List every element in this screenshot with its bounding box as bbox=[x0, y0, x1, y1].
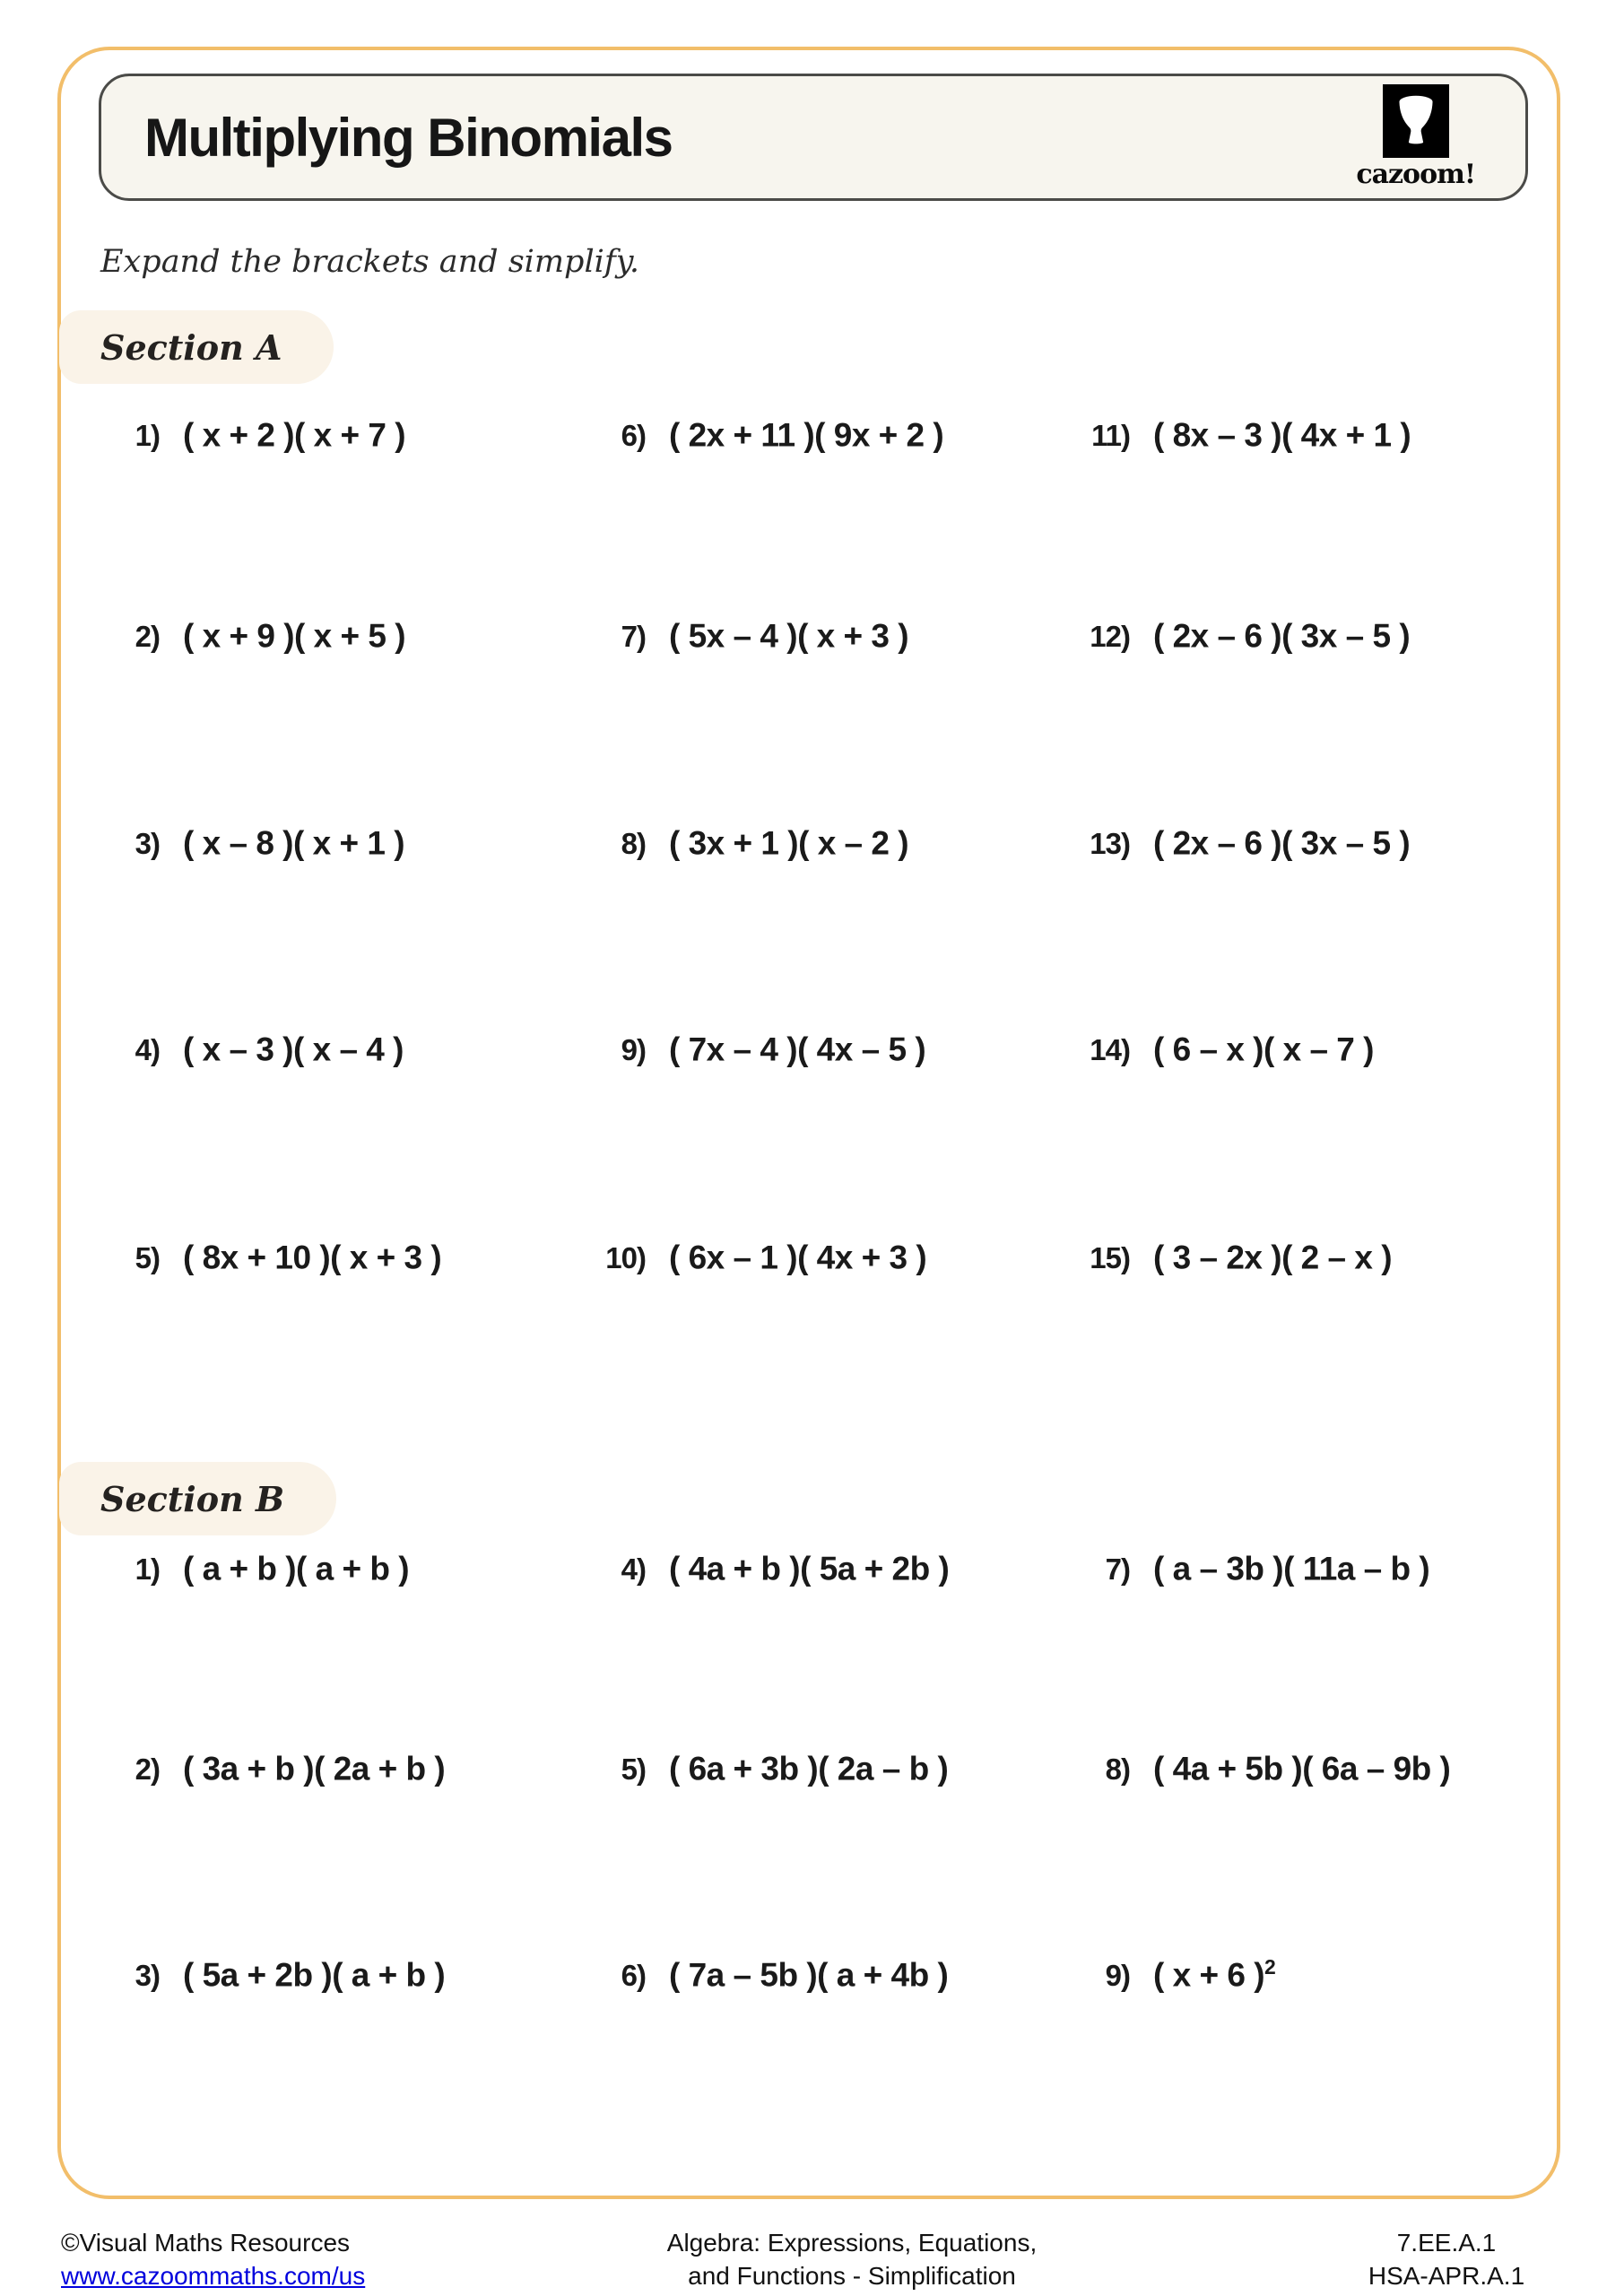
problem-number: 4) bbox=[135, 1033, 160, 1067]
problem-a11 bbox=[1067, 415, 1411, 454]
problem-expression: ( x + 9 )( x + 5 ) bbox=[183, 617, 406, 655]
problem-a15 bbox=[1067, 1238, 1392, 1276]
problem-expression: ( x + 2 )( x + 7 ) bbox=[183, 416, 406, 454]
problem-expression: ( x – 3 )( x – 4 ) bbox=[183, 1031, 404, 1068]
problem-a8 bbox=[583, 823, 908, 862]
problem-b4 bbox=[583, 1549, 949, 1587]
problem-expression: ( 7x – 4 )( 4x – 5 ) bbox=[669, 1031, 926, 1068]
problem-expression: ( 4a + b )( 5a + 2b ) bbox=[669, 1550, 950, 1587]
drum-icon bbox=[1383, 84, 1449, 158]
footer-category bbox=[592, 2226, 1112, 2292]
problem-number: 1) bbox=[135, 1552, 160, 1587]
footer-left bbox=[61, 2226, 365, 2292]
problem-number: 6) bbox=[621, 1959, 646, 1993]
category-line2: and Functions - Simplification bbox=[688, 2262, 1016, 2290]
problem-expression: ( 3a + b )( 2a + b ) bbox=[183, 1750, 446, 1787]
problem-number: 2) bbox=[135, 1752, 160, 1787]
problem-number: 8) bbox=[621, 827, 646, 861]
problem-a4 bbox=[97, 1030, 404, 1068]
problem-number: 12) bbox=[1090, 620, 1130, 654]
problem-a14 bbox=[1067, 1030, 1374, 1068]
title-banner bbox=[99, 74, 1528, 201]
section-b-title: Section B bbox=[100, 1478, 285, 1519]
problem-number: 7) bbox=[1105, 1552, 1130, 1587]
problem-b9 bbox=[1067, 1955, 1275, 1994]
problem-number: 15) bbox=[1090, 1241, 1130, 1275]
problem-number: 6) bbox=[621, 419, 646, 453]
section-a-label bbox=[59, 310, 334, 384]
problem-a7 bbox=[583, 616, 908, 655]
problem-number: 2) bbox=[135, 620, 160, 654]
problem-number: 14) bbox=[1090, 1033, 1130, 1067]
problem-number: 9) bbox=[621, 1033, 646, 1067]
problem-b7 bbox=[1067, 1549, 1429, 1587]
worksheet-title: Multiplying Binomials bbox=[144, 107, 673, 168]
problem-expression: ( x – 8 )( x + 1 ) bbox=[183, 824, 405, 862]
logo-wordmark: cazoom! bbox=[1356, 159, 1475, 190]
problem-expression: ( 6a + 3b )( 2a – b ) bbox=[669, 1750, 949, 1787]
problem-number: 4) bbox=[621, 1552, 646, 1587]
problem-expression: ( 2x – 6 )( 3x – 5 ) bbox=[1153, 824, 1411, 862]
cazoom-logo bbox=[1356, 84, 1475, 190]
problem-expression: ( x + 6 )$^2$ bbox=[1153, 1955, 1276, 1994]
problem-expression: ( 3 – 2x )( 2 – x ) bbox=[1153, 1239, 1393, 1276]
problem-a10 bbox=[583, 1238, 926, 1276]
problem-number: 5) bbox=[621, 1752, 646, 1787]
problem-expression: ( a – 3b )( 11a – b ) bbox=[1153, 1550, 1430, 1587]
problem-a13 bbox=[1067, 823, 1410, 862]
section-b-label bbox=[59, 1462, 336, 1535]
problem-number: 8) bbox=[1105, 1752, 1130, 1787]
problem-number: 13) bbox=[1090, 827, 1130, 861]
problem-a12 bbox=[1067, 616, 1410, 655]
standard-code-1: 7.EE.A.1 bbox=[1396, 2229, 1497, 2257]
problem-b6 bbox=[583, 1955, 948, 1994]
problem-expression: ( 4a + 5b )( 6a – 9b ) bbox=[1153, 1750, 1451, 1787]
problem-number: 9) bbox=[1105, 1959, 1130, 1993]
copyright-text: ©Visual Maths Resources bbox=[61, 2229, 351, 2257]
problem-a1 bbox=[97, 415, 405, 454]
problem-a9 bbox=[583, 1030, 925, 1068]
problem-expression: ( a + b )( a + b ) bbox=[183, 1550, 410, 1587]
problem-expression: ( 3x + 1 )( x – 2 ) bbox=[669, 824, 909, 862]
problem-a2 bbox=[97, 616, 405, 655]
section-a-title: Section A bbox=[100, 326, 282, 368]
problem-number: 10) bbox=[605, 1241, 646, 1275]
problem-number: 7) bbox=[621, 620, 646, 654]
problem-number: 3) bbox=[135, 827, 160, 861]
problem-a6 bbox=[583, 415, 943, 454]
problem-number: 11) bbox=[1091, 419, 1130, 453]
problem-expression: ( 7a – 5b )( a + 4b ) bbox=[669, 1956, 949, 1994]
website-link[interactable]: www.cazoommaths.com/us bbox=[61, 2262, 366, 2290]
problem-b5 bbox=[583, 1749, 948, 1787]
category-line1: Algebra: Expressions, Equations, bbox=[666, 2229, 1038, 2257]
problem-expression: ( 8x – 3 )( 4x + 1 ) bbox=[1153, 416, 1411, 454]
problem-a3 bbox=[97, 823, 404, 862]
problem-b8 bbox=[1067, 1749, 1450, 1787]
standard-code-2: HSA-APR.A.1 bbox=[1368, 2262, 1525, 2290]
problem-expression: ( 6 – x )( x – 7 ) bbox=[1153, 1031, 1374, 1068]
problem-number: 1) bbox=[135, 419, 160, 453]
problem-expression: ( 2x + 11 )( 9x + 2 ) bbox=[669, 416, 944, 454]
problem-number: 3) bbox=[135, 1959, 160, 1993]
problem-b1 bbox=[97, 1549, 409, 1587]
problem-expression: ( 5a + 2b )( a + b ) bbox=[183, 1956, 446, 1994]
problem-expression: ( 8x + 10 )( x + 3 ) bbox=[183, 1239, 442, 1276]
instruction-text: Expand the brackets and simplify. bbox=[100, 244, 640, 280]
problem-b2 bbox=[97, 1749, 445, 1787]
problem-a5 bbox=[97, 1238, 441, 1276]
problem-expression: ( 5x – 4 )( x + 3 ) bbox=[669, 617, 909, 655]
problem-number: 5) bbox=[135, 1241, 160, 1275]
problem-expression: ( 6x – 1 )( 4x + 3 ) bbox=[669, 1239, 927, 1276]
problem-expression: ( 2x – 6 )( 3x – 5 ) bbox=[1153, 617, 1411, 655]
problem-b3 bbox=[97, 1955, 445, 1994]
footer-standards bbox=[1298, 2226, 1594, 2292]
